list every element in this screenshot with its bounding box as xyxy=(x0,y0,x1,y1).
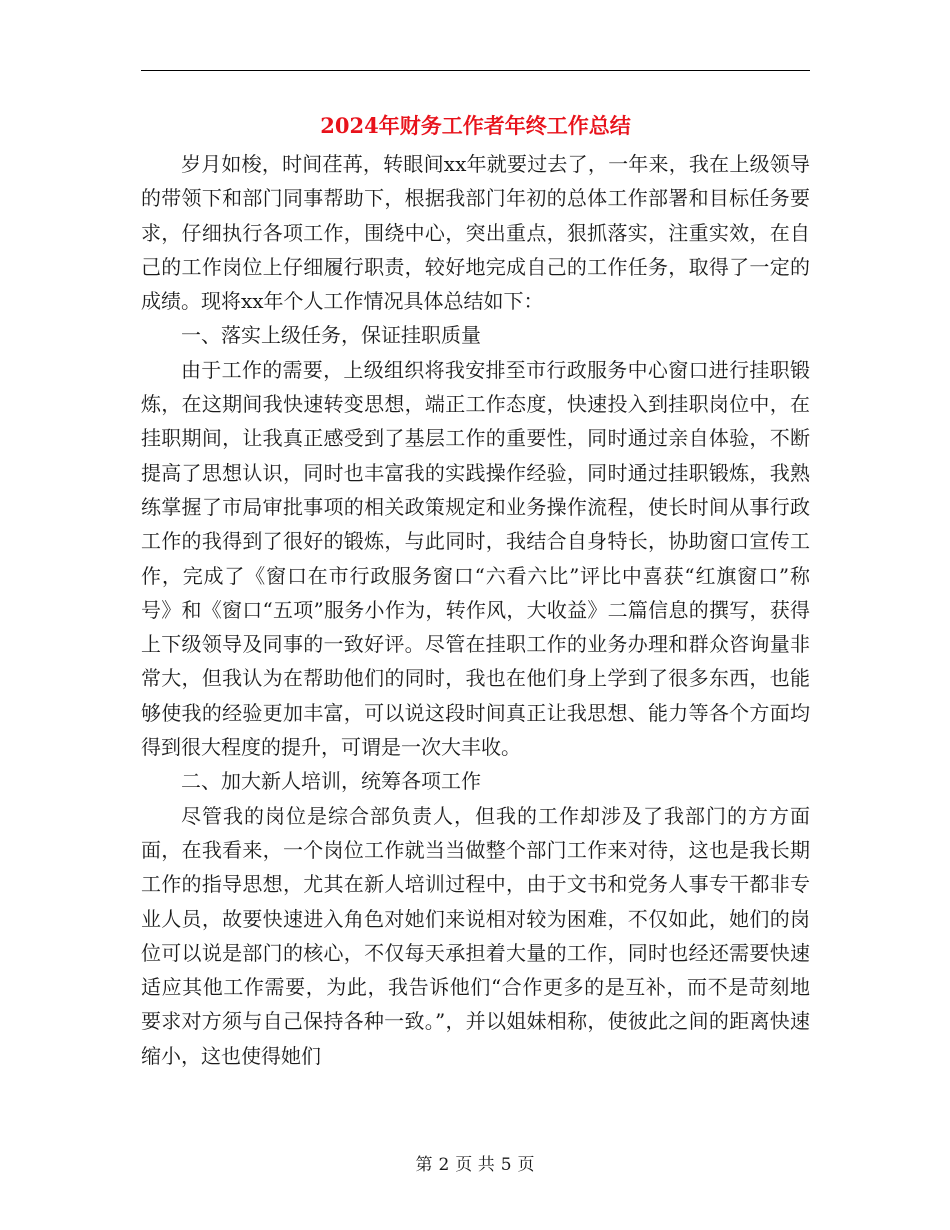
footer-suffix: 页 xyxy=(517,1155,535,1175)
footer-total-pages: 5 xyxy=(500,1155,512,1175)
page-number-footer xyxy=(0,1153,950,1177)
document-body xyxy=(141,147,810,1073)
paragraph-section-2: 尽管我的岗位是综合部负责人，但我的工作却涉及了我部门的方方面面，在我看来，一个岗位工作就当当做整个部门工作来对待，这也是我长期工作的指导思想，尤其在新人培训过程中，由于文书和党务人事专干都非专业人员，故要快速进入角色对她们来说相对较为困难，不仅如此，她们的岗位可以说是部门的核心，不仅每天承担着大量的工作，同时也经还需要快速适应其他工作需要，为此，我告诉他们“合作更多的是互补，而不是苛刻地要求对方须与自己保持各种一致。”，并以姐妹相称，使彼此之间的距离快速缩小，这也使得她们 xyxy=(141,803,810,1068)
footer-prefix: 第 xyxy=(415,1155,433,1175)
section-heading-1: 一、落实上级任务，保证挂职质量 xyxy=(181,323,481,348)
paragraph-section-1: 由于工作的需要，上级组织将我安排至市行政服务中心窗口进行挂职锻炼，在这期间我快速转变思想，端正工作态度，快速投入到挂职岗位中，在挂职期间，让我真正感受到了基层工作的重要性，同时通过亲自体验，不断提高了思想认识，同时也丰富我的实践操作经验，同时通过挂职锻炼，我熟练掌握了市局审批事项的相关政策规定和业务操作流程，使长时间从事行政工作的我得到了很好的锻炼，与此同时，我结合自身特长，协助窗口宣传工作，完成了《窗口在市行政服务窗口“六看六比”评比中喜获“红旗窗口”称号》和《窗口“五项”服务小作为，转作风，大收益》二篇信息的撰写，获得上下级领导及同事的一致好评。尽管在挂职工作的业务办理和群众咨询量非常大，但我认为在帮助他们的同时，我也在他们身上学到了很多东西，也能够使我的经验更加丰富，可以说这段时间真正让我思想、能力等各个方面均得到很大程度的提升，可谓是一次大丰收。 xyxy=(141,357,810,760)
paragraph-intro: 岁月如梭，时间荏苒，转眼间xx年就要过去了，一年来，我在上级领导的带领下和部门同事帮助下，根据我部门年初的总体工作部署和目标任务要求，仔细执行各项工作，围绕中心，突出重点，狠抓落实，注重实效，在自己的工作岗位上仔细履行职责，较好地完成自己的工作任务，取得了一定的成绩。现将xx年个人工作情况具体总结如下： xyxy=(141,152,810,314)
section-heading-2: 二、加大新人培训，统筹各项工作 xyxy=(181,769,481,794)
document-title: 2024年财务工作者年终工作总结 xyxy=(320,113,631,138)
header-rule xyxy=(141,70,810,71)
footer-current-page: 2 xyxy=(438,1155,450,1175)
footer-middle: 页 共 xyxy=(455,1155,495,1175)
